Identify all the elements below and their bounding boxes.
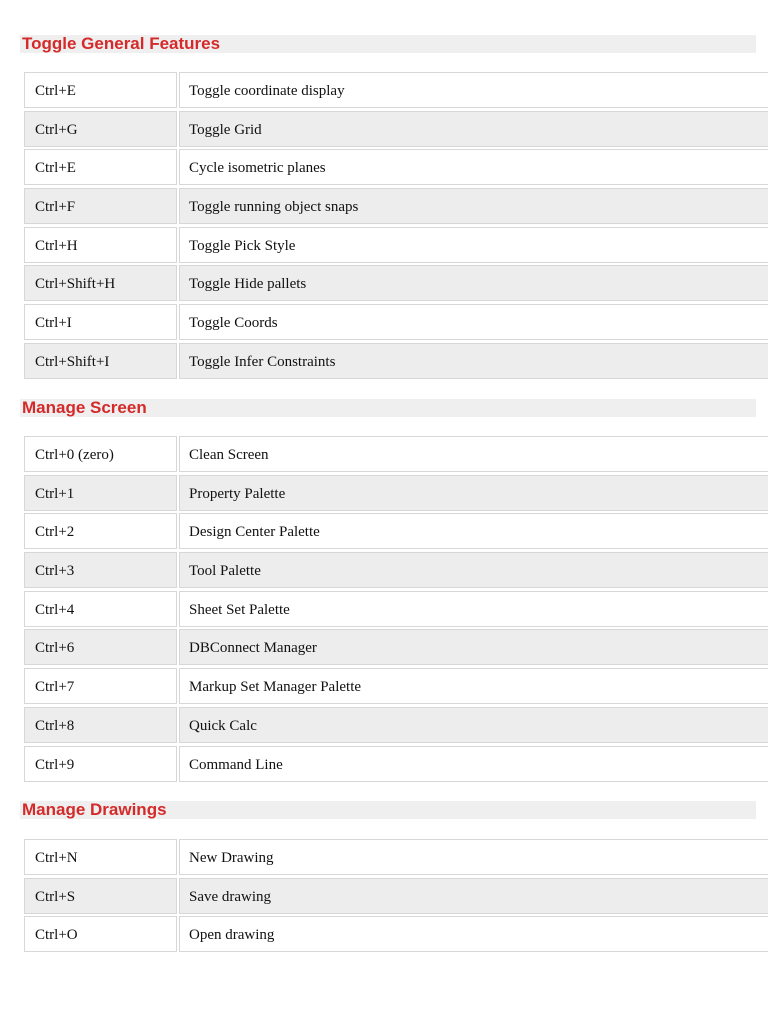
shortcut-table-manage-drawings <box>24 839 768 955</box>
table-row <box>24 552 768 591</box>
table-row <box>24 878 768 917</box>
shortcut-key-cell: Ctrl+N <box>24 839 177 875</box>
table-row <box>24 227 768 266</box>
shortcut-table-toggle-general-features <box>24 72 768 382</box>
shortcut-key-cell: Ctrl+O <box>24 916 177 952</box>
shortcut-key-cell: Ctrl+Shift+H <box>24 265 177 301</box>
section-title: Manage Drawings <box>22 800 167 819</box>
shortcut-key-cell: Ctrl+2 <box>24 513 177 549</box>
shortcut-description-cell: Design Center Palette <box>179 513 768 549</box>
shortcut-table-manage-screen <box>24 436 768 784</box>
shortcut-description-cell: New Drawing <box>179 839 768 875</box>
table-row <box>24 746 768 785</box>
shortcut-key-cell: Ctrl+H <box>24 227 177 263</box>
table-row <box>24 111 768 150</box>
table-row <box>24 916 768 955</box>
shortcut-description-cell: Toggle running object snaps <box>179 188 768 224</box>
shortcut-description-cell: Cycle isometric planes <box>179 149 768 185</box>
shortcut-key-cell: Ctrl+6 <box>24 629 177 665</box>
shortcut-key-cell: Ctrl+S <box>24 878 177 914</box>
shortcut-description-cell: DBConnect Manager <box>179 629 768 665</box>
shortcut-description-cell: Property Palette <box>179 475 768 511</box>
table-row <box>24 475 768 514</box>
table-row <box>24 707 768 746</box>
shortcut-key-cell: Ctrl+E <box>24 72 177 108</box>
shortcut-key-cell: Ctrl+8 <box>24 707 177 743</box>
shortcut-key-cell: Ctrl+1 <box>24 475 177 511</box>
table-row <box>24 188 768 227</box>
shortcut-key-cell: Ctrl+Shift+I <box>24 343 177 379</box>
shortcut-key-cell: Ctrl+0 (zero) <box>24 436 177 472</box>
shortcut-description-cell: Toggle Coords <box>179 304 768 340</box>
table-row <box>24 149 768 188</box>
section-title: Manage Screen <box>22 398 147 417</box>
shortcut-description-cell: Toggle coordinate display <box>179 72 768 108</box>
shortcut-description-cell: Quick Calc <box>179 707 768 743</box>
table-row <box>24 304 768 343</box>
shortcut-description-cell: Sheet Set Palette <box>179 591 768 627</box>
shortcut-key-cell: Ctrl+9 <box>24 746 177 782</box>
table-row <box>24 668 768 707</box>
table-row <box>24 513 768 552</box>
table-row <box>24 343 768 382</box>
shortcut-description-cell: Save drawing <box>179 878 768 914</box>
section-header-manage-screen <box>20 399 756 417</box>
shortcut-key-cell: Ctrl+I <box>24 304 177 340</box>
shortcut-description-cell: Clean Screen <box>179 436 768 472</box>
table-row <box>24 265 768 304</box>
table-row <box>24 72 768 111</box>
shortcut-description-cell: Toggle Pick Style <box>179 227 768 263</box>
shortcut-description-cell: Toggle Hide pallets <box>179 265 768 301</box>
shortcut-description-cell: Markup Set Manager Palette <box>179 668 768 704</box>
section-header-manage-drawings <box>20 801 756 819</box>
shortcut-key-cell: Ctrl+E <box>24 149 177 185</box>
shortcut-description-cell: Open drawing <box>179 916 768 952</box>
section-header-toggle-general-features <box>20 35 756 53</box>
shortcut-key-cell: Ctrl+3 <box>24 552 177 588</box>
shortcut-description-cell: Tool Palette <box>179 552 768 588</box>
table-row <box>24 629 768 668</box>
shortcut-description-cell: Toggle Infer Constraints <box>179 343 768 379</box>
shortcut-description-cell: Command Line <box>179 746 768 782</box>
shortcut-key-cell: Ctrl+F <box>24 188 177 224</box>
shortcut-description-cell: Toggle Grid <box>179 111 768 147</box>
table-row <box>24 591 768 630</box>
shortcut-key-cell: Ctrl+4 <box>24 591 177 627</box>
section-title: Toggle General Features <box>22 34 221 53</box>
shortcut-key-cell: Ctrl+7 <box>24 668 177 704</box>
shortcut-key-cell: Ctrl+G <box>24 111 177 147</box>
table-row <box>24 839 768 878</box>
table-row <box>24 436 768 475</box>
